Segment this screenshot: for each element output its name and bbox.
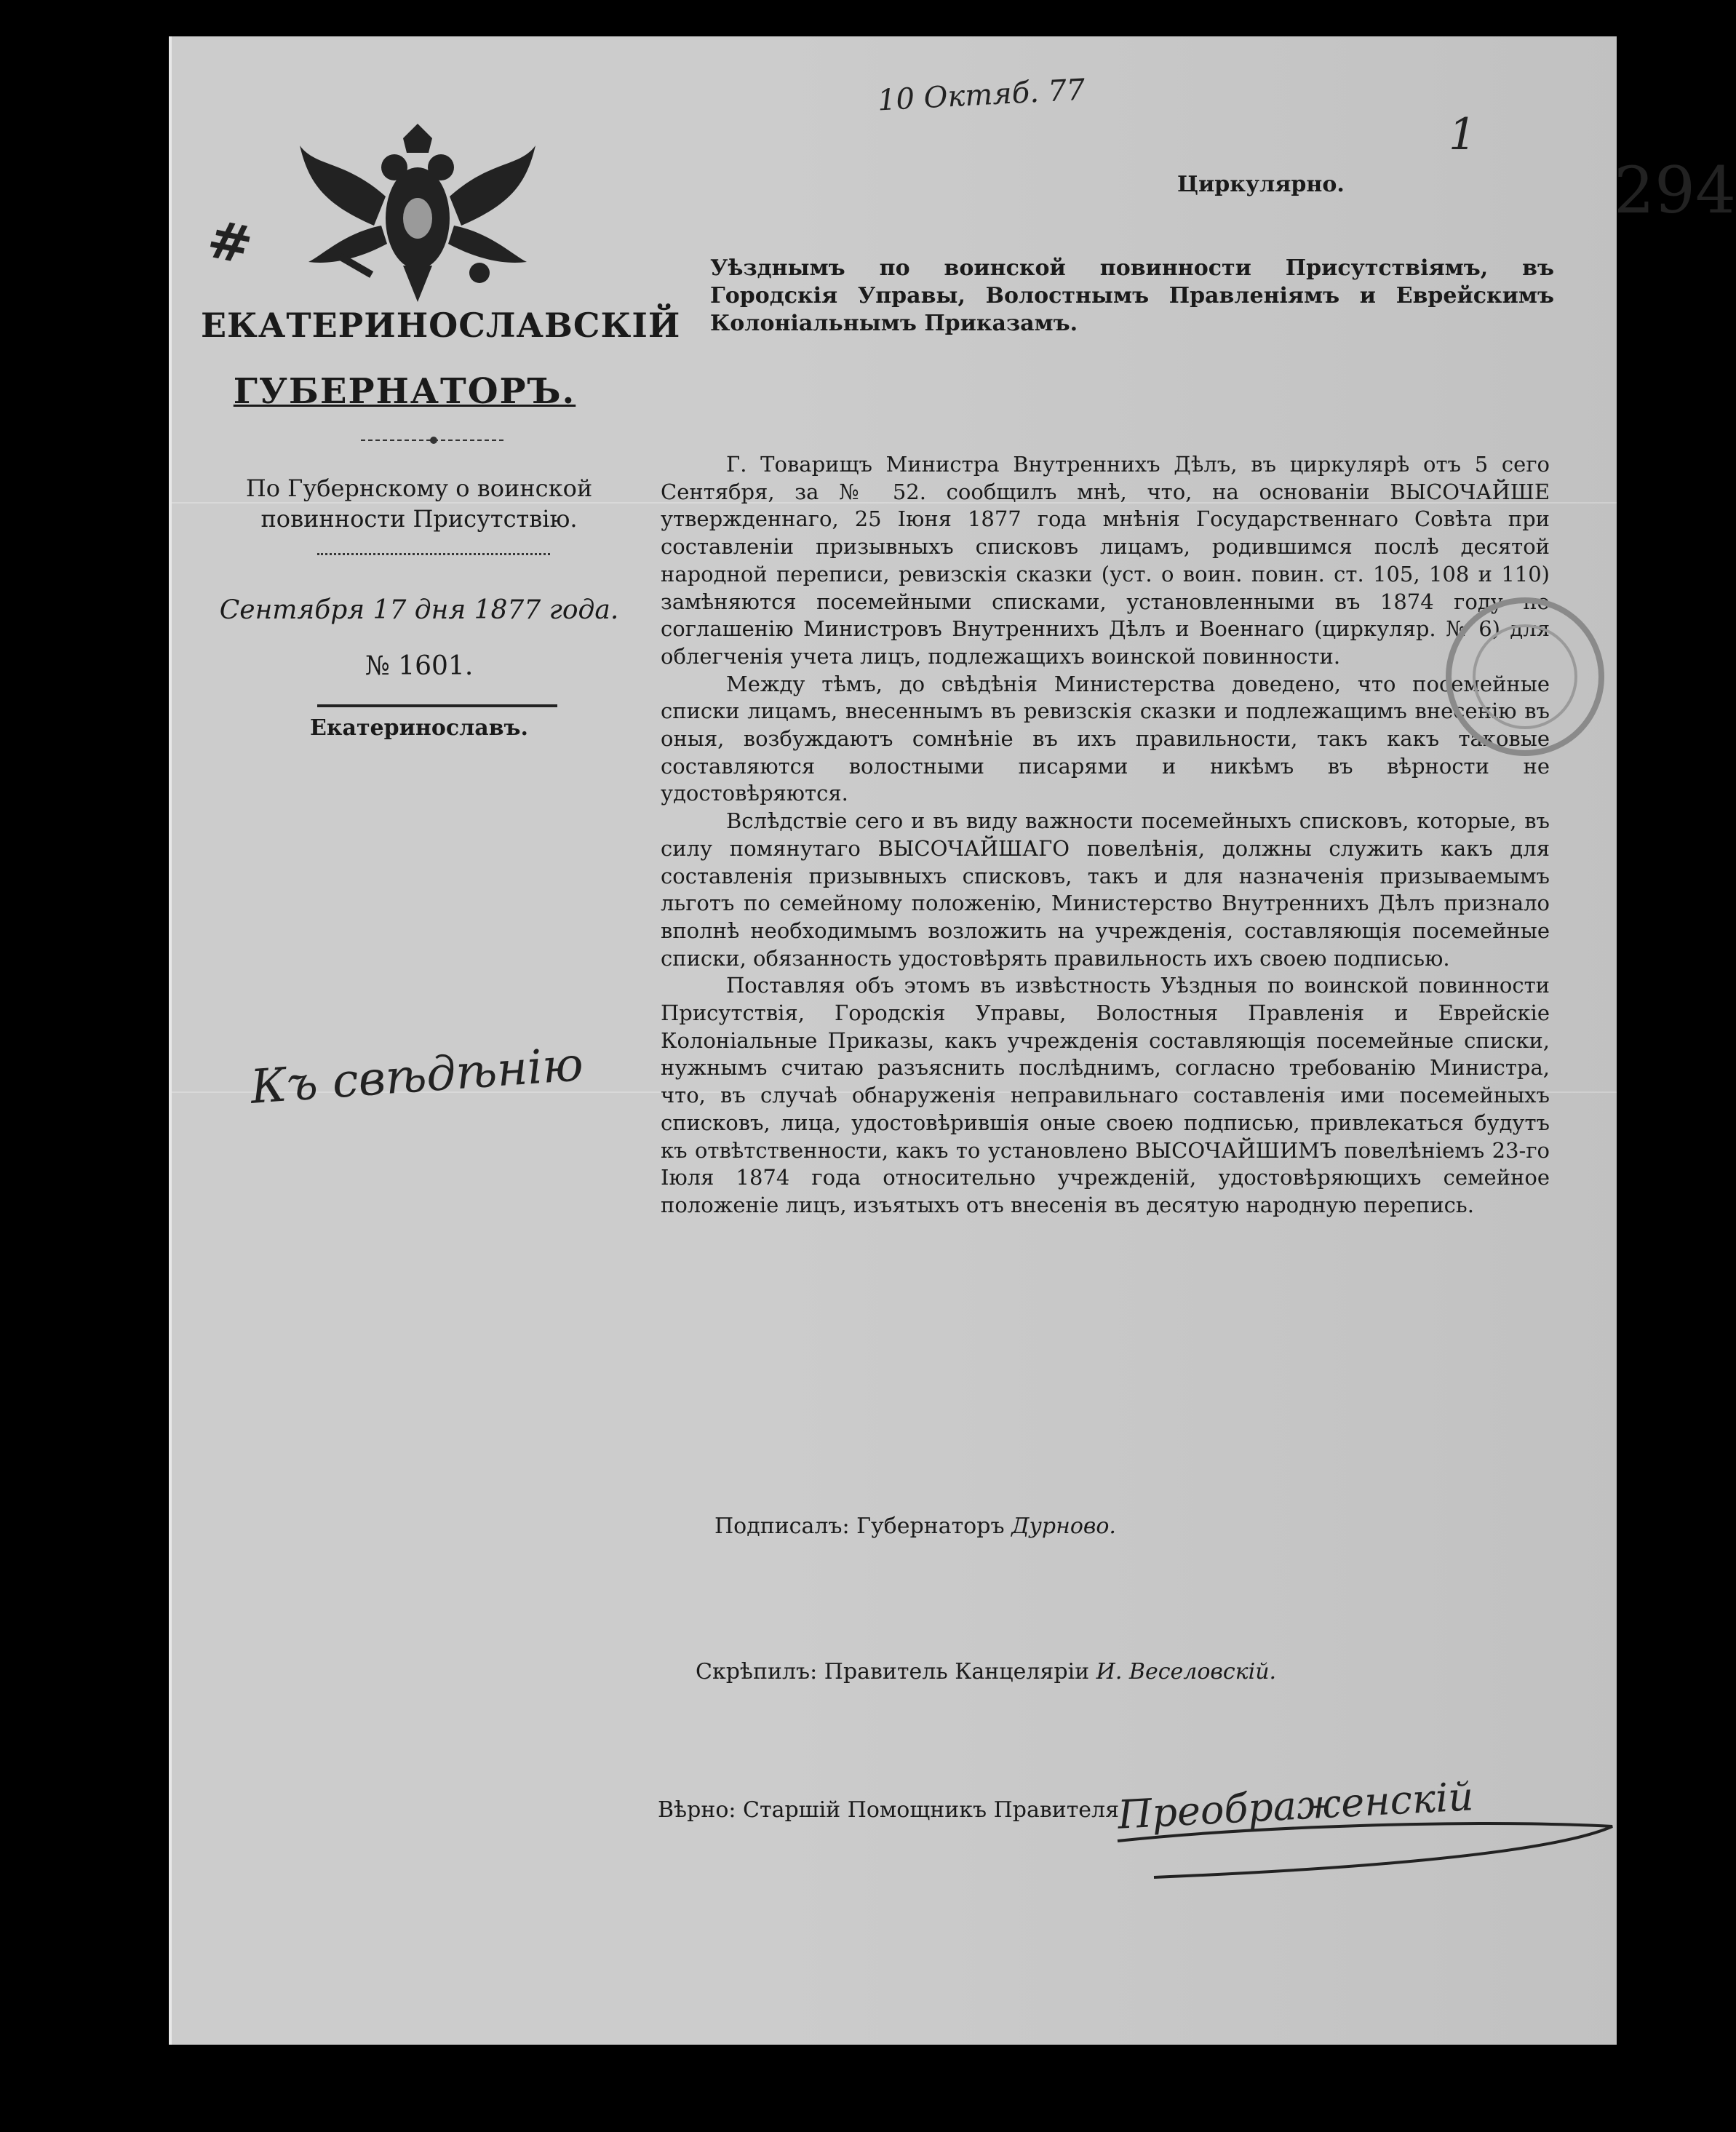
rule-divider bbox=[317, 704, 557, 707]
document-number: № 1601. bbox=[365, 651, 474, 681]
margin-mark: # bbox=[202, 207, 258, 277]
certified-line bbox=[658, 1797, 1119, 1823]
document-page bbox=[169, 36, 1736, 2045]
body-paragraph-4: Поставляя объ этомъ въ извѣстность Уѣздныя по воинской повинности Присутствія, Городскія Управы, Волостныя Правленія и Еврейскіе Колоніальные Приказы, какъ учрежденія составляющія посемейные списки, нужнымъ считаю разъяснить послѣднимъ, согласно требованію Министра, что, въ случаѣ обнаруженія неправильнаго составленія ими посемейныхъ списковъ, лица, удостовѣрившія оные своею подписью, привлекаться будутъ къ отвѣтственности, какъ то установлено ВЫСОЧАЙШИМЪ повелѣніемъ 23-го Іюля 1874 года относительно учрежденій, удостовѣряющихъ семейное положеніе лицъ, изъятыхъ отъ внесенія въ десятую народную перепись. bbox=[661, 973, 1550, 1217]
handwritten-page-number: 294 bbox=[1614, 153, 1736, 228]
signed-label: Подписалъ: Губернаторъ bbox=[714, 1514, 1005, 1539]
document-city: Екатеринославъ. bbox=[310, 715, 528, 741]
handwritten-mark: 1 bbox=[1449, 109, 1477, 160]
governor-title-line2: ГУБЕРНАТОРЪ. bbox=[233, 371, 576, 412]
body-paragraph-1: Г. Товарищъ Министра Внутреннихъ Дѣлъ, въ циркулярѣ отъ 5 сего Сентября, за № 52. сообщилъ мнѣ, что, на основаніи ВЫСОЧАЙШЕ утвержденнаго, 25 Іюня 1877 года мнѣнія Государственнаго Совѣта при составленіи призывныхъ списковъ лицамъ, родившимся послѣ десятой народной переписи, ревизскія сказки (уст. о воин. повин. ст. 105, 108 и 110) замѣняются посемейными списками, установленными въ 1874 году по соглашенію Министровъ Внутреннихъ Дѣлъ и Военнаго (циркуляр. № 6) для облегченія учета лицъ, подлежащихъ воинской повинности. bbox=[661, 452, 1550, 669]
department-name: По Губернскому о воинской повинности Присутствію. bbox=[245, 474, 593, 533]
handwritten-date-note: 10 Октяб. 77 bbox=[876, 73, 1086, 118]
dotted-divider bbox=[317, 553, 550, 555]
handwritten-signature: Преображенскій bbox=[1116, 1773, 1475, 1838]
signature-flourish-icon bbox=[1110, 1812, 1620, 1885]
body-paragraph-3: Вслѣдствіе сего и въ виду важности посемейныхъ списковъ, которые, въ силу помянутаго ВЫСОЧАЙШАГО повелѣнія, должны служить какъ для составленія призывныхъ списковъ, такъ и для назначенія призываемымъ льготъ по семейному положенію, Министерство Внутреннихъ Дѣлъ признало вполнѣ необходимымъ возложить на учрежденія, составляющія посемейные списки, обязанность удостовѣрять правильность ихъ своею подписью. bbox=[661, 808, 1550, 971]
certified-label: Вѣрно: Старшій Помощникъ Правителя bbox=[658, 1797, 1120, 1823]
signed-name: Дурново. bbox=[1011, 1514, 1116, 1539]
document-body bbox=[661, 451, 1550, 1220]
countersigned-name: И. Веселовскій. bbox=[1096, 1659, 1277, 1684]
addressees: Уѣзднымъ по воинской повинности Присутствіямъ, въ Городскія Управы, Волостнымъ Правленіямъ и Еврейскимъ Колоніальнымъ Приказамъ. bbox=[710, 255, 1554, 336]
eagle-emblem-icon bbox=[294, 116, 541, 313]
stamp-icon bbox=[1438, 589, 1612, 764]
body-paragraph-2: Между тѣмъ, до свѣдѣнія Министерства доведено, что посемейные списки лицамъ, внесеннымъ въ ревизскія сказки и подлежащимъ внесенію въ оныя, возбуждаютъ сомнѣніе въ ихъ правильности, такъ какъ таковые составляются волостными писарями и никѣмъ въ вѣрности не удостовѣряются. bbox=[661, 671, 1550, 806]
countersigned-label: Скрѣпилъ: Правитель Канцеляріи bbox=[696, 1659, 1090, 1684]
circular-label: Циркулярно. bbox=[1177, 172, 1345, 197]
ornament-divider-icon bbox=[361, 435, 506, 445]
document-date: Сентября 17 дня 1877 года. bbox=[219, 595, 619, 625]
signed-line bbox=[714, 1514, 1116, 1539]
governor-title-line1: ЕКАТЕРИНОСЛАВСКІЙ bbox=[201, 306, 681, 345]
handwritten-left-note: Къ свѣдѣнію bbox=[248, 1038, 586, 1115]
countersigned-line bbox=[696, 1659, 1276, 1684]
